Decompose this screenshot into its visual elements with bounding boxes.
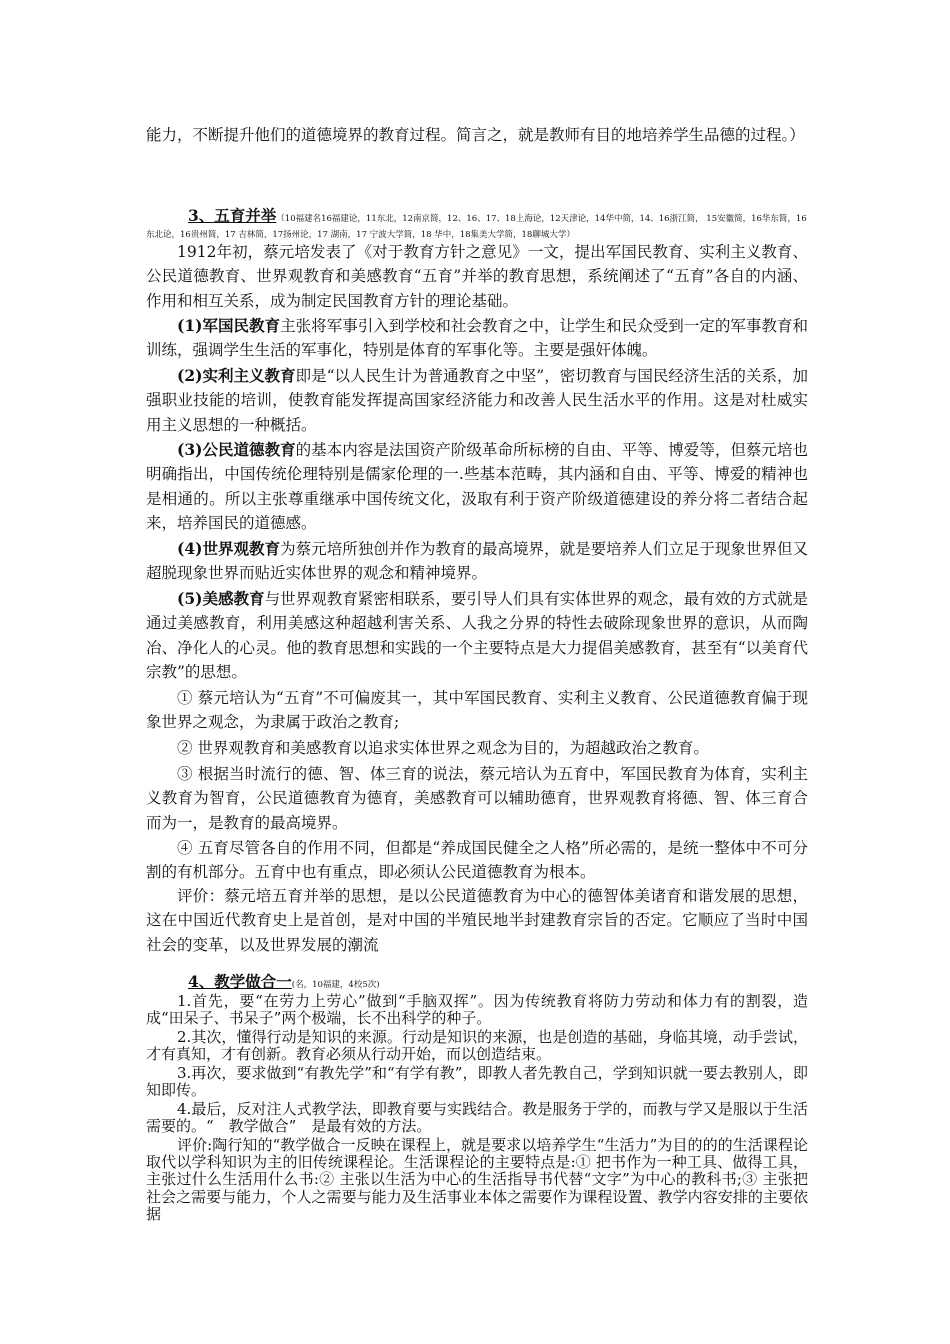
item-text: 为蔡元培所独创并作为教育的最高境界，就是要培养人们立足于现象世界但又超脱现象世界而贴近实体世界的观念和精神境界。 <box>146 540 809 583</box>
section4-source-note: (名，10福建，4校5次) <box>291 980 380 990</box>
intro-paragraph: 能力，不断提升他们的道德境界的教育过程。简言之，就是教师有目的地培养学生品德的过程。） <box>146 126 805 144</box>
section3-item-1 <box>146 314 808 363</box>
section3-item-4 <box>146 537 808 586</box>
section3-source-note: （10福建名16福建论，11东北，12南京简，12、16、17、18上海论，12天津论，14华中简，14、16浙江简， 15安徽简，16华东简，16 东北论，16贵州简，17 吉林简，17扬州论，17 湖南，17 宁波大学简，18 华中，18集美大学简，18聊城大学） <box>146 214 807 240</box>
section3-point-2: ② 世界观教育和美感教育以追求实体世界之观念为目的，为超越政治之教育。 <box>177 739 709 757</box>
item-label: (4)世界观教育 <box>177 539 281 558</box>
item-text: 的基本内容是法国资产阶级革命所标榜的自由、平等、博爱等，但蔡元培也明确指出，中国传统伦理特别是儒家伦理的一.些基本范畴，其内涵和自由、平等、博爱的精神也是相通的。所以主张尊重继承中国传统文化，汲取有利于资产阶级道德建设的养分将二者结合起来，培养国民的道德感。 <box>146 441 808 532</box>
section3-para1: 1912年初，蔡元培发表了《对于教育方针之意见》一文，提出军国民教育、实利主义教育、公民道德教育、世界观教育和美感教育“五育”并举的教育思想，系统阐述了“五育”各自的内涵、作用和相互关系，成为制定民国教育方针的理论基础。 <box>146 243 808 310</box>
item-text: 与世界观教育紧密相联系，要引导人们具有实体世界的观念，最有效的方式就是通过美感教育，利用美感这种超越利害关系、人我之分界的特性去破除现象世界的意识，从而陶冶、净化人的心灵。他的教育思想和实践的一个主要特点是大力提倡美感教育，甚至有“以美育代宗教”的思想。 <box>146 590 808 681</box>
item-label: (5)美感教育 <box>177 589 265 608</box>
section3-point-4: ④ 五育尽管各自的作用不同，但都是“养成国民健全之人格”所必需的，是统一整体中不可分割的有机部分。五育中也有重点，即必须认公民道德教育为根本。 <box>146 839 808 882</box>
section3-item-5 <box>146 587 808 684</box>
section3-item-3 <box>146 438 808 535</box>
section4-para-4: 4.最后，反对注人式教学法，即教育要与实践结合。教是服务于学的，而教与学又是服以于生活需要的。“ 教学做合” 是最有效的方法。 <box>146 1100 808 1136</box>
item-label: (1)军国民教育 <box>177 316 281 335</box>
section3-heading <box>146 206 808 241</box>
section4-para-1: 1.首先，要“在劳力上劳心”做到“手脑双挥”。因为传统教育将防力劳动和体力有的割裂，造成“田呆子、书呆子”两个极端，长不出科学的种子。 <box>146 992 808 1028</box>
section3-item-2 <box>146 364 808 437</box>
section4-para-2: 2.其次，懂得行动是知识的来源。行动是知识的来源，也是创造的基础，身临其境，动手尝试，才有真知，才有创新。教育必须从行动开始，而以创造结束。 <box>146 1028 808 1064</box>
item-text: 主张将军事引入到学校和社会教育之中，让学生和民众受到一定的军事教育和训练，强调学生生活的军事化，特别是体育的军事化等。主要是强奸体魄。 <box>146 317 809 360</box>
section3-title: 3、五育并举 <box>188 206 277 225</box>
section3-evaluation: 评价：蔡元培五育并举的思想，是以公民道德教育为中心的德智体美诸育和谐发展的思想，这在中国近代教育史上是首创，是对中国的半殖民地半封建教育宗旨的否定。它顺应了当时中国社会的变革，以及世界发展的潮流 <box>146 887 808 954</box>
section3-point-1: ① 蔡元培认为“五育”不可偏废其一，其中军国民教育、实利主义教育、公民道德教育偏于现象世界之观念，为隶属于政治之教育; <box>146 689 808 732</box>
item-text: 即是“以人民生计为普通教育之中坚”，密切教育与国民经济生活的关系，加强职业技能的培训，使教育能发挥提高国家经济能力和改善人民生活水平的作用。这是对杜威实用主义思想的一种概括。 <box>146 367 808 434</box>
item-label: (2)实利主义教育 <box>177 366 296 385</box>
section4-para-3: 3.再次，要求做到“有教先学”和“有学有教”，即教人者先教自己，学到知识就一要去教别人，即知即传。 <box>146 1064 808 1100</box>
section3-point-3: ③ 根据当时流行的德、智、体三育的说法，蔡元培认为五育中，军国民教育为体育，实利主义教育为智育，公民道德教育为德育，美感教育可以辅助德育，世界观教育将德、智、体三育合而为一，是教育的最高境界。 <box>146 765 808 832</box>
section4-title: 4、教学做合一 <box>188 972 292 991</box>
section4-heading <box>146 972 808 991</box>
section4-evaluation: 评价:陶行知的“教学做合一反映在课程上，就是要求以培养学生“生活力”为目的的的生活课程论取代以学科知识为主的旧传统课程论。生活课程论的主要特点是:① 把书作为一种工具、做得工具，主张过什么生活用什么书:② 主张以生活为中心的生活指导书代替“文字”为中心的教科书;③ 主张把社会之需要与能力，个人之需要与能力及生活事业本体之需要作为课程设置、教学内容安排的主要依据 <box>146 1136 808 1223</box>
item-label: (3)公民道德教育 <box>177 440 296 459</box>
